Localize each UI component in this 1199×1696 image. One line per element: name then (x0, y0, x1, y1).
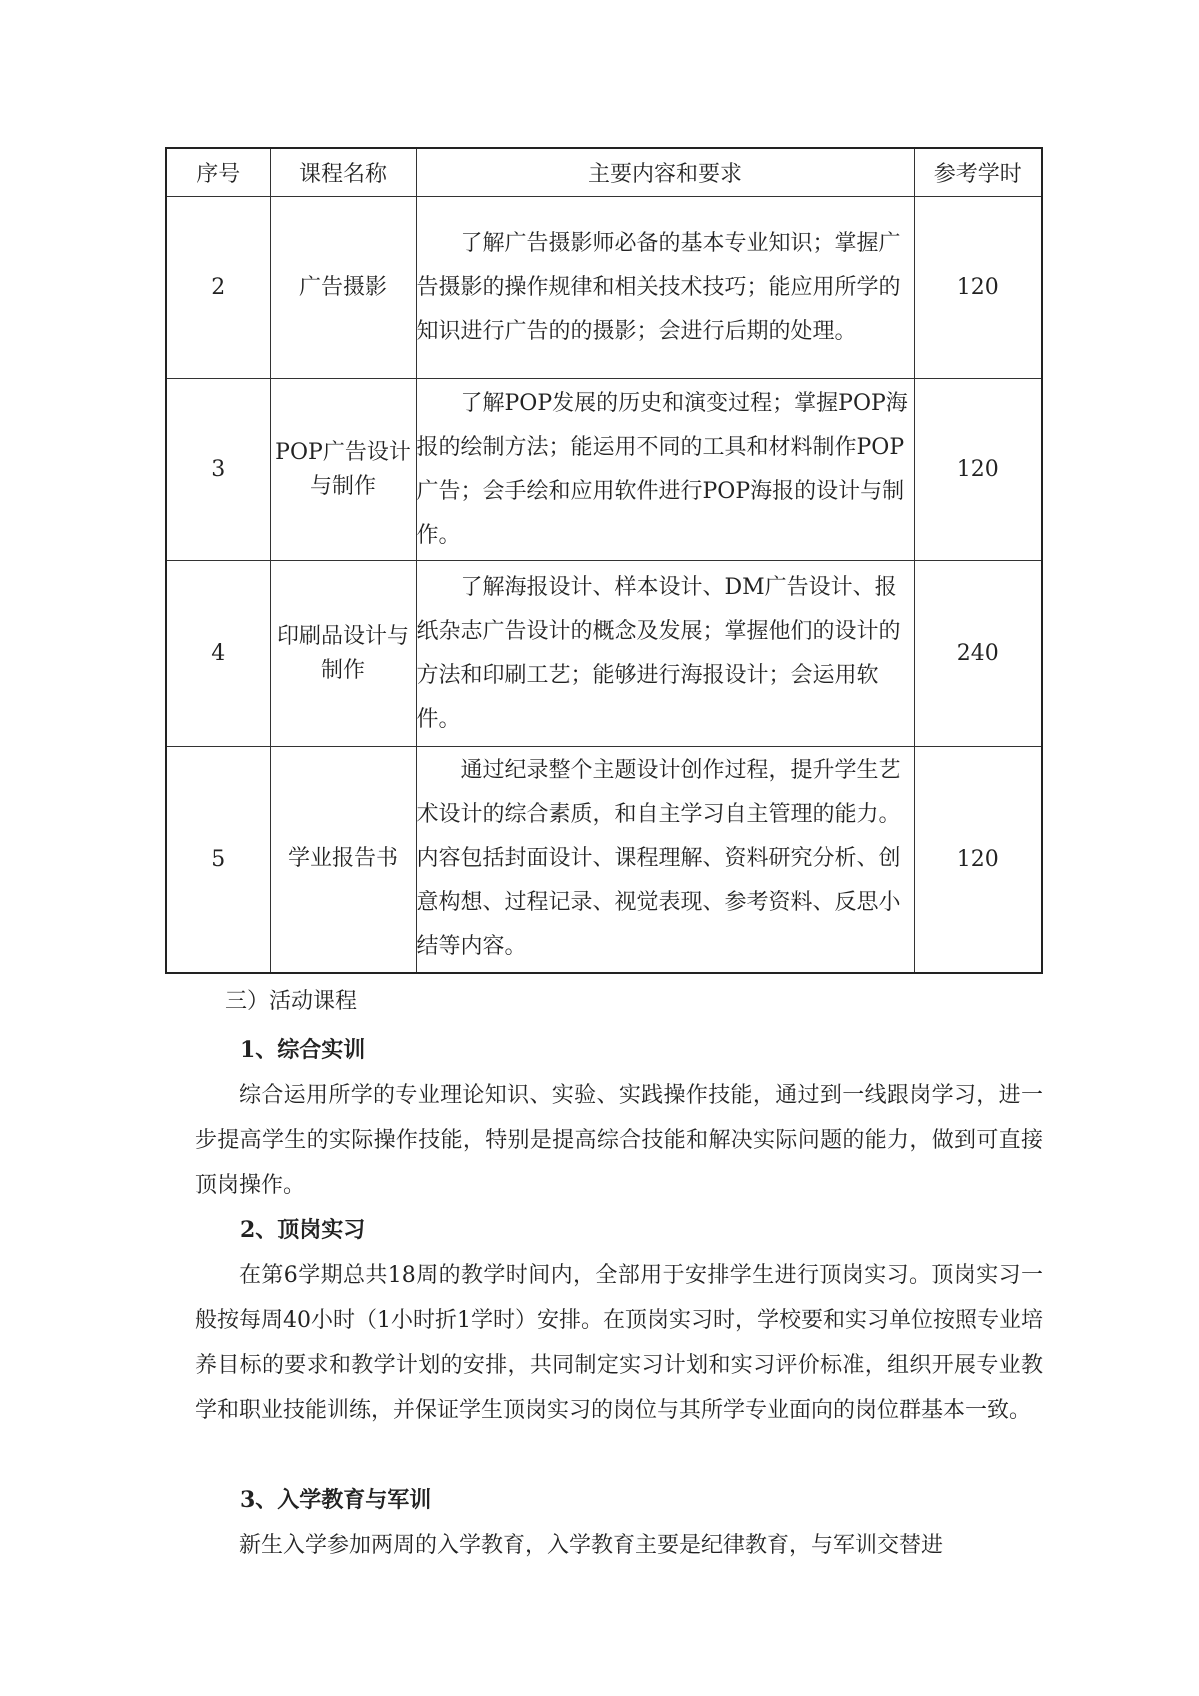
header-content: 主要内容和要求 (416, 148, 914, 197)
row-content: 了解POP发展的历史和演变过程；掌握POP海报的绘制方法；能运用不同的工具和材料制作POP广告；会手绘和应用软件进行POP海报的设计与制作。 (416, 379, 914, 561)
row-hours: 120 (914, 197, 1042, 379)
row-course-name: POP广告设计与制作 (270, 379, 416, 561)
item-text-training: 综合运用所学的专业理论知识、实验、实践操作技能，通过到一线跟岗学习，进一步提高学生的实际操作技能，特别是提高综合技能和解决实际问题的能力，做到可直接顶岗操作。 (195, 1083, 1043, 1198)
section-title: 三）活动课程 (225, 989, 358, 1014)
course-table (165, 147, 1043, 974)
row-number: 4 (166, 561, 270, 747)
item-text-orientation: 新生入学参加两周的入学教育，入学教育主要是纪律教育，与军训交替进 (239, 1533, 944, 1558)
item-text-internship: 在第6学期总共18周的教学时间内，全部用于安排学生进行顶岗实习。顶岗实习一般按每周40小时（1小时折1学时）安排。在顶岗实习时，学校要和实习单位按照专业培养目标的要求和教学计划的安排，共同制定实习计划和实习评价标准，组织开展专业教学和职业技能训练，并保证学生顶岗实习的岗位与其所学专业面向的岗位群基本一致。 (195, 1263, 1043, 1423)
row-content: 了解广告摄影师必备的基本专业知识；掌握广告摄影的操作规律和相关技术技巧；能应用所学的知识进行广告的的摄影；会进行后期的处理。 (416, 197, 914, 379)
row-number: 5 (166, 747, 270, 973)
item-heading-orientation: 3、入学教育与军训 (240, 1487, 432, 1513)
header-number: 序号 (166, 148, 270, 197)
row-course-name: 广告摄影 (270, 197, 416, 379)
row-content: 通过纪录整个主题设计创作过程，提升学生艺术设计的综合素质，和自主学习自主管理的能力。内容包括封面设计、课程理解、资料研究分析、创意构想、过程记录、视觉表现、参考资料、反思小结等内容。 (416, 747, 914, 973)
table-row (166, 379, 1042, 561)
item-heading-training: 1、综合实训 (240, 1037, 366, 1063)
row-content: 了解海报设计、样本设计、DM广告设计、报纸杂志广告设计的概念及发展；掌握他们的设计的方法和印刷工艺；能够进行海报设计；会运用软件。 (416, 561, 914, 747)
table-header-row (166, 148, 1042, 197)
row-number: 2 (166, 197, 270, 379)
header-course-name: 课程名称 (270, 148, 416, 197)
row-course-name: 印刷品设计与制作 (270, 561, 416, 747)
table-row (166, 561, 1042, 747)
row-hours: 240 (914, 561, 1042, 747)
header-hours: 参考学时 (914, 148, 1042, 197)
row-number: 3 (166, 379, 270, 561)
row-hours: 120 (914, 379, 1042, 561)
item-heading-internship: 2、顶岗实习 (240, 1217, 366, 1243)
table-row (166, 197, 1042, 379)
table-row (166, 747, 1042, 973)
row-course-name: 学业报告书 (270, 747, 416, 973)
row-hours: 120 (914, 747, 1042, 973)
